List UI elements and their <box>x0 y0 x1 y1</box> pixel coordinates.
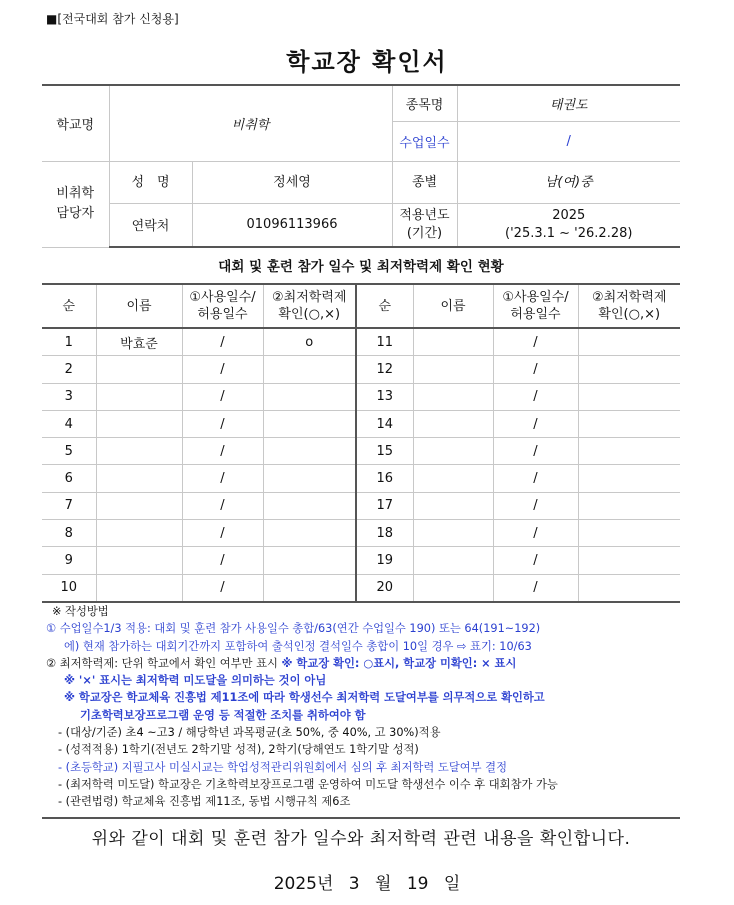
class-days-value: / <box>457 121 680 161</box>
header-row <box>42 284 680 328</box>
school-label: 학교명 <box>42 85 109 161</box>
row-name <box>96 410 182 437</box>
row-no: 7 <box>42 492 96 519</box>
row-name-right <box>413 438 493 465</box>
contact-value: 01096113966 <box>192 203 392 247</box>
col-min-right-line2: 확인(○,×) <box>598 307 661 322</box>
row-min-right <box>578 465 680 492</box>
sport-label: 종목명 <box>392 85 457 121</box>
confirm-statement: 위와 같이 대회 및 훈련 참가 일수와 최저학력 관련 내용을 확인합니다. <box>91 829 631 849</box>
row-no-right: 13 <box>356 383 413 410</box>
row-min <box>263 520 356 547</box>
row-days-right: / <box>493 492 578 519</box>
row-min <box>263 383 356 410</box>
row-name <box>96 492 182 519</box>
row-days: / <box>182 383 263 410</box>
row-min <box>263 438 356 465</box>
method-line-3b: ※ 학교장 확인: ○표시, 학교장 미확인: × 표시 <box>281 656 517 670</box>
method-line-7: - (대상/기준) 초4 ~고3 / 해당학년 과목평균(초 50%, 중 40%, 고 30%)적용 <box>58 726 441 740</box>
year-value-line2: ('25.3.1 ~ '26.2.28) <box>505 225 633 241</box>
participation-table <box>42 283 680 603</box>
row-days: / <box>182 547 263 574</box>
row-name <box>96 574 182 602</box>
row-min-right <box>578 356 680 383</box>
table-row <box>42 383 680 410</box>
row-no-right: 18 <box>356 520 413 547</box>
method-line-4: ※ '×' 표시는 최저학력 미도달을 의미하는 것이 아님 <box>64 674 327 688</box>
row-days: / <box>182 492 263 519</box>
row-days: / <box>182 520 263 547</box>
col-min-line2: 확인(○,×) <box>278 307 341 322</box>
row-name <box>96 383 182 410</box>
writing-method <box>46 603 686 811</box>
table-row <box>42 328 680 356</box>
row-days-right: / <box>493 383 578 410</box>
row-days: / <box>182 438 263 465</box>
table-row <box>42 356 680 383</box>
row-min <box>263 410 356 437</box>
row-name-right <box>413 492 493 519</box>
row-no-right: 17 <box>356 492 413 519</box>
col-min-line1: ②최저학력제 <box>272 290 347 305</box>
class-days-label: 수업일수 <box>392 121 457 161</box>
col-name: 이름 <box>96 284 182 328</box>
name-label: 성 명 <box>109 161 192 203</box>
page-title: 학교장 확인서 <box>286 48 448 76</box>
row-days-right: / <box>493 438 578 465</box>
row-min <box>263 492 356 519</box>
year-value <box>457 203 680 247</box>
method-line-11: - (관련법령) 학교체육 진흥법 제11조, 동법 시행규칙 제6조 <box>58 795 351 809</box>
table-row <box>42 410 680 437</box>
method-line-1: ① 수업일수1/3 적용: 대회 및 훈련 참가 사용일수 총합/63(연간 수업일수 190) 또는 64(191~192) <box>46 622 541 636</box>
info-table <box>42 84 680 248</box>
row-name-right <box>413 410 493 437</box>
row-days: / <box>182 465 263 492</box>
col-days <box>182 284 263 328</box>
row-no: 4 <box>42 410 96 437</box>
issue-date: 2025년 3 월 19 일 <box>273 874 461 894</box>
row-days-right: / <box>493 574 578 602</box>
table-row <box>42 574 680 602</box>
col-min-right-line1: ②최저학력제 <box>592 290 667 305</box>
table-row <box>42 492 680 519</box>
row-min-right <box>578 520 680 547</box>
section-title: 대회 및 훈련 참가 일수 및 최저학력제 확인 현황 <box>218 259 504 275</box>
row-days-right: / <box>493 465 578 492</box>
row-no-right: 20 <box>356 574 413 602</box>
row-min-right <box>578 492 680 519</box>
row-no: 1 <box>42 328 96 356</box>
divider <box>42 817 680 819</box>
col-days-right <box>493 284 578 328</box>
row-min: o <box>263 328 356 356</box>
table-row <box>42 520 680 547</box>
row-days-right: / <box>493 520 578 547</box>
row-name <box>96 438 182 465</box>
table-row <box>42 465 680 492</box>
method-line-10: - (최저학력 미도달) 학교장은 기초학력보장프로그램 운영하여 미도달 학생선수 이수 후 대회참가 가능 <box>58 777 558 791</box>
row-no: 9 <box>42 547 96 574</box>
row-name-right <box>413 547 493 574</box>
row-days: / <box>182 410 263 437</box>
name-value: 정세영 <box>192 161 392 203</box>
row-no-right: 19 <box>356 547 413 574</box>
row-no: 6 <box>42 465 96 492</box>
col-days-line2: 허용일수 <box>197 307 248 322</box>
sport-value: 태권도 <box>457 85 680 121</box>
row-min-right <box>578 383 680 410</box>
method-line-8: - (성적적용) 1학기(전년도 2학기말 성적), 2학기(당해연도 1학기말 성적) <box>58 743 419 757</box>
row-name <box>96 547 182 574</box>
col-min <box>263 284 356 328</box>
row-min-right <box>578 328 680 356</box>
col-days-right-line2: 허용일수 <box>510 307 561 322</box>
row-days-right: / <box>493 328 578 356</box>
row-min-right <box>578 410 680 437</box>
row-no-right: 14 <box>356 410 413 437</box>
row-min-right <box>578 547 680 574</box>
person-label-line1: 비취학 <box>56 186 95 201</box>
row-days: / <box>182 328 263 356</box>
category-label: 종별 <box>392 161 457 203</box>
col-no-right: 순 <box>356 284 413 328</box>
category-value: 남(여)중 <box>457 161 680 203</box>
form-tag: ■[전국대회 참가 신청용] <box>46 12 179 26</box>
row-name-right <box>413 520 493 547</box>
col-name-right: 이름 <box>413 284 493 328</box>
row-no-right: 15 <box>356 438 413 465</box>
row-min <box>263 574 356 602</box>
row-name-right <box>413 574 493 602</box>
method-line-3 <box>46 655 686 672</box>
row-no-right: 12 <box>356 356 413 383</box>
method-line-3a: ② 최저학력제: 단위 학교에서 확인 여부만 표시 <box>46 656 282 670</box>
method-line-5: ※ 학교장은 학교체육 진흥법 제11조에 따라 학생선수 최저학력 도달여부를 의무적으로 확인하고 <box>64 691 545 705</box>
row-days-right: / <box>493 410 578 437</box>
method-line-6: 기초학력보장프로그램 운영 등 적절한 조치를 취하여야 함 <box>80 708 366 722</box>
row-name-right <box>413 328 493 356</box>
row-min-right <box>578 438 680 465</box>
row-name-right <box>413 465 493 492</box>
row-name <box>96 356 182 383</box>
row-min-right <box>578 574 680 602</box>
row-no: 5 <box>42 438 96 465</box>
row-min <box>263 465 356 492</box>
year-label-line2: (기간) <box>406 225 443 241</box>
method-heading: ※ 작성방법 <box>52 605 109 618</box>
row-days: / <box>182 574 263 602</box>
person-label <box>42 161 109 247</box>
row-name: 박효준 <box>96 328 182 356</box>
row-no: 10 <box>42 574 96 602</box>
row-days: / <box>182 356 263 383</box>
row-no-right: 11 <box>356 328 413 356</box>
row-days-right: / <box>493 547 578 574</box>
method-line-9: - (초등학교) 지필고사 미실시교는 학업성적관리위원회에서 심의 후 최저학력 도달여부 결정 <box>58 760 507 774</box>
col-days-right-line1: ①사용일수/ <box>502 290 569 305</box>
row-name-right <box>413 356 493 383</box>
row-min <box>263 547 356 574</box>
col-days-line1: ①사용일수/ <box>189 290 256 305</box>
row-name-right <box>413 383 493 410</box>
row-no: 2 <box>42 356 96 383</box>
year-label-line1: 적용년도 <box>399 207 450 223</box>
row-days-right: / <box>493 356 578 383</box>
year-value-line1: 2025 <box>552 207 586 223</box>
row-no: 3 <box>42 383 96 410</box>
col-no: 순 <box>42 284 96 328</box>
row-no: 8 <box>42 520 96 547</box>
table-row <box>42 438 680 465</box>
method-line-2: 에) 현재 참가하는 대회기간까지 포함하여 출석인정 결석일수 총합이 10일 경우 ⇨ 표기: 10/63 <box>64 639 532 653</box>
row-name <box>96 520 182 547</box>
table-row <box>42 547 680 574</box>
row-min <box>263 356 356 383</box>
person-label-line2: 담당자 <box>56 206 95 221</box>
row-no-right: 16 <box>356 465 413 492</box>
contact-label: 연락처 <box>109 203 192 247</box>
year-label <box>392 203 457 247</box>
col-min-right <box>578 284 680 328</box>
row-name <box>96 465 182 492</box>
school-value: 비취학 <box>109 85 392 161</box>
